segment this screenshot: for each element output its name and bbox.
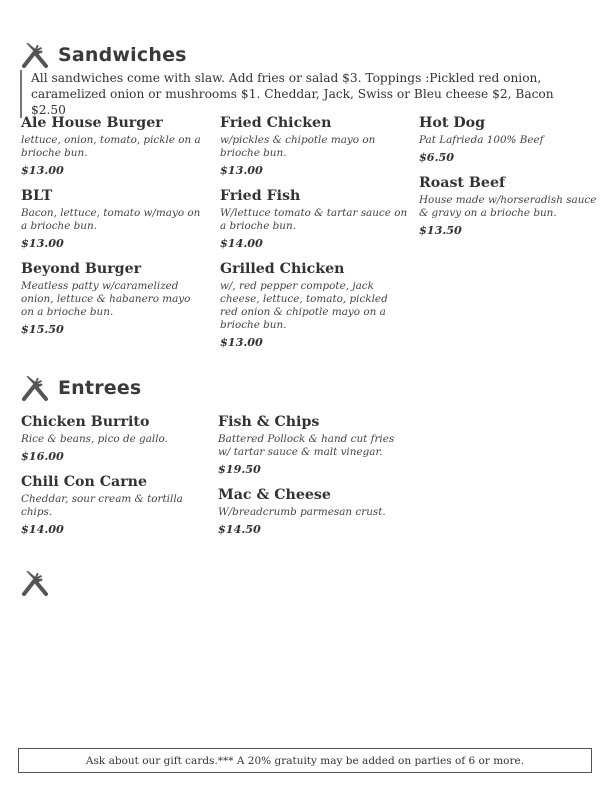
- item-description: Cheddar, sour cream & tortilla chips.: [21, 493, 183, 518]
- menu-item: [21, 114, 206, 177]
- sandwiches-column-3: [419, 114, 601, 247]
- item-price: $13.50: [419, 223, 462, 237]
- entrees-column-1: [21, 413, 209, 546]
- footer-note: Ask about our gift cards.*** A 20% gratuity may be added on parties of 6 or more.: [18, 748, 592, 773]
- empty-section-header: [20, 570, 50, 596]
- item-name: Fish & Chips: [218, 414, 320, 430]
- item-name: Grilled Chicken: [220, 261, 345, 277]
- item-description: Bacon, lettuce, tomato w/mayo on a brioche bun.: [21, 207, 201, 232]
- menu-item: [220, 260, 408, 349]
- item-price: $13.00: [220, 163, 263, 177]
- sandwiches-header: [20, 42, 187, 68]
- sandwiches-column-1: [21, 114, 206, 346]
- fork-knife-icon: [20, 375, 50, 401]
- item-price: $13.00: [220, 335, 263, 349]
- item-price: $14.00: [21, 522, 64, 536]
- item-description: Rice & beans, pico de gallo.: [21, 433, 168, 445]
- item-description: W/lettuce tomato & tartar sauce on a brioche bun.: [220, 207, 408, 232]
- menu-item: [21, 413, 209, 463]
- entrees-header: [20, 375, 141, 401]
- item-name: Roast Beef: [419, 175, 506, 191]
- item-description: Pat Lafrieda 100% Beef: [419, 134, 544, 146]
- item-description: w/, red pepper compote, jack cheese, lettuce, tomato, pickled red onion & chipotle mayo on a brioche bun.: [220, 280, 388, 331]
- menu-item: [220, 114, 408, 177]
- menu-item: [21, 187, 206, 250]
- sandwiches-column-2: [220, 114, 408, 359]
- entrees-column-2: [218, 413, 408, 546]
- menu-item: [419, 114, 601, 164]
- item-price: $6.50: [419, 150, 455, 164]
- fork-knife-icon: [20, 570, 50, 596]
- section-title: Entrees: [58, 377, 142, 399]
- item-name: Chicken Burrito: [21, 414, 150, 430]
- section-title: Sandwiches: [58, 44, 187, 66]
- menu-item: [419, 174, 601, 237]
- menu-item: [218, 486, 408, 536]
- item-name: Hot Dog: [419, 115, 486, 131]
- item-name: Fried Fish: [220, 188, 301, 204]
- item-price: $13.00: [21, 163, 64, 177]
- item-name: Ale House Burger: [21, 115, 163, 131]
- item-description: House made w/horseradish sauce & gravy on a brioche bun.: [419, 194, 597, 219]
- menu-item: [21, 260, 206, 336]
- fork-knife-icon: [20, 42, 50, 68]
- item-description: W/breadcrumb parmesan crust.: [218, 506, 386, 518]
- item-name: Mac & Cheese: [218, 487, 331, 503]
- item-price: $13.00: [21, 236, 64, 250]
- item-price: $15.50: [21, 322, 64, 336]
- menu-item: [21, 473, 209, 536]
- item-name: Beyond Burger: [21, 261, 142, 277]
- item-description: Battered Pollock & hand cut fries w/ tartar sauce & malt vinegar.: [218, 433, 395, 458]
- sandwiches-note: All sandwiches come with slaw. Add fries or salad $3. Toppings :Pickled red onion, caramelized onion or mushrooms $1. Cheddar, Jack, Swiss or Bleu cheese $2, Bacon $2.50: [20, 70, 591, 118]
- item-price: $14.00: [220, 236, 263, 250]
- menu-item: [220, 187, 408, 250]
- item-price: $16.00: [21, 449, 64, 463]
- item-name: Fried Chicken: [220, 115, 332, 131]
- item-price: $19.50: [218, 462, 261, 476]
- item-price: $14.50: [218, 522, 261, 536]
- item-description: lettuce, onion, tomato, pickle on a brioche bun.: [21, 134, 201, 159]
- item-description: w/pickles & chipotle mayo on brioche bun.: [220, 134, 376, 159]
- item-description: Meatless patty w/caramelized onion, lettuce & habanero mayo on a brioche bun.: [21, 280, 191, 318]
- menu-item: [218, 413, 408, 476]
- item-name: Chili Con Carne: [21, 474, 148, 490]
- item-name: BLT: [21, 188, 53, 204]
